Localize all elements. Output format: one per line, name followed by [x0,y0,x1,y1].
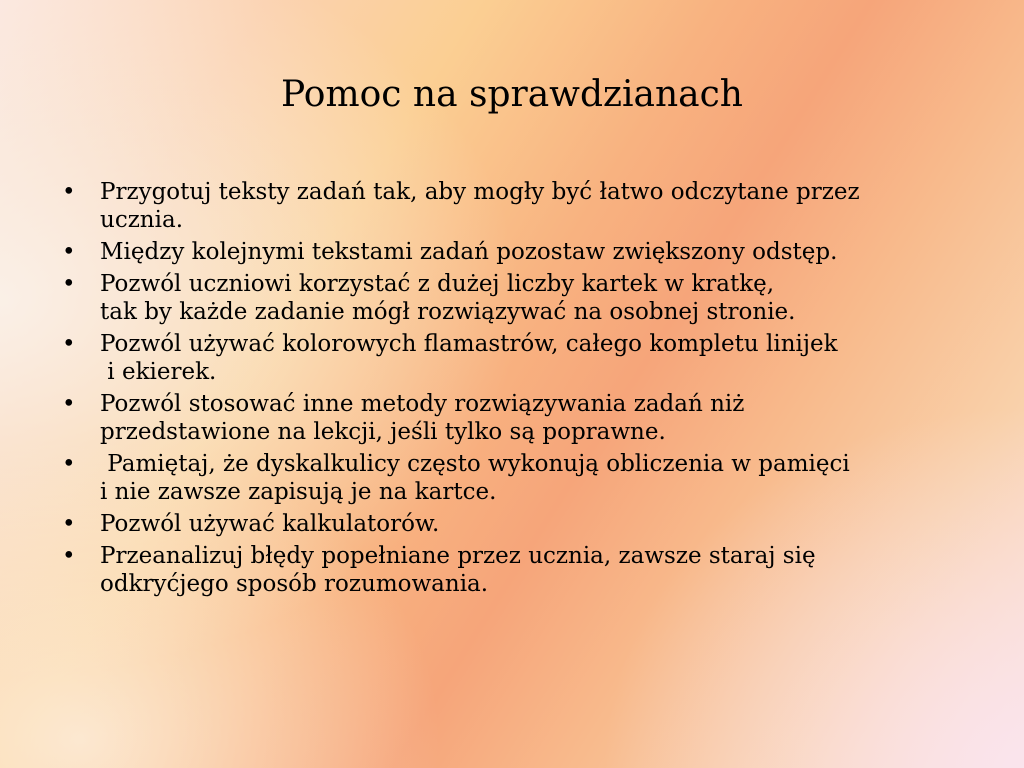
list-item-text: ucznia. [100,207,184,233]
bullet-icon: • [62,511,76,537]
list-item-text: odkryćjego sposób rozumowania. [100,571,489,597]
list-item-text: Pozwól używać kolorowych flamastrów, całego kompletu linijek [100,331,838,357]
bullet-icon: • [62,391,76,417]
list-item [62,270,942,326]
list-item-text: Pozwól używać kalkulatorów. [100,511,440,537]
list-item-text: i ekierek. [100,359,217,385]
bullet-icon: • [62,271,76,297]
list-item [62,330,942,386]
bullet-icon: • [62,543,76,569]
list-item [62,542,942,598]
list-item-text: Przygotuj teksty zadań tak, aby mogły być łatwo odczytane przez [100,179,860,205]
bullet-icon: • [62,239,76,265]
list-item-text: Pozwól uczniowi korzystać z dużej liczby kartek w kratkę, [100,271,775,297]
list-item [62,450,942,506]
list-item-text: przedstawione na lekcji, jeśli tylko są poprawne. [100,419,666,445]
list-item-text: Pozwól stosować inne metody rozwiązywania zadań niż [100,391,745,417]
bullet-icon: • [62,331,76,357]
slide-title: Pomoc na sprawdzianach [281,74,743,115]
list-item-text: Między kolejnymi tekstami zadań pozostaw zwiększony odstęp. [100,239,838,265]
list-item [62,390,942,446]
list-item-text: Pamiętaj, że dyskalkulicy często wykonują obliczenia w pamięci [100,451,850,477]
bullet-icon: • [62,179,76,205]
bullet-list [62,178,942,602]
list-item-text: Przeanalizuj błędy popełniane przez ucznia, zawsze staraj się [100,543,816,569]
list-item-text: tak by każde zadanie mógł rozwiązywać na osobnej stronie. [100,299,796,325]
list-item [62,178,942,234]
list-item-text: i nie zawsze zapisują je na kartce. [100,479,497,505]
list-item [62,238,942,266]
list-item [62,510,942,538]
bullet-icon: • [62,451,76,477]
